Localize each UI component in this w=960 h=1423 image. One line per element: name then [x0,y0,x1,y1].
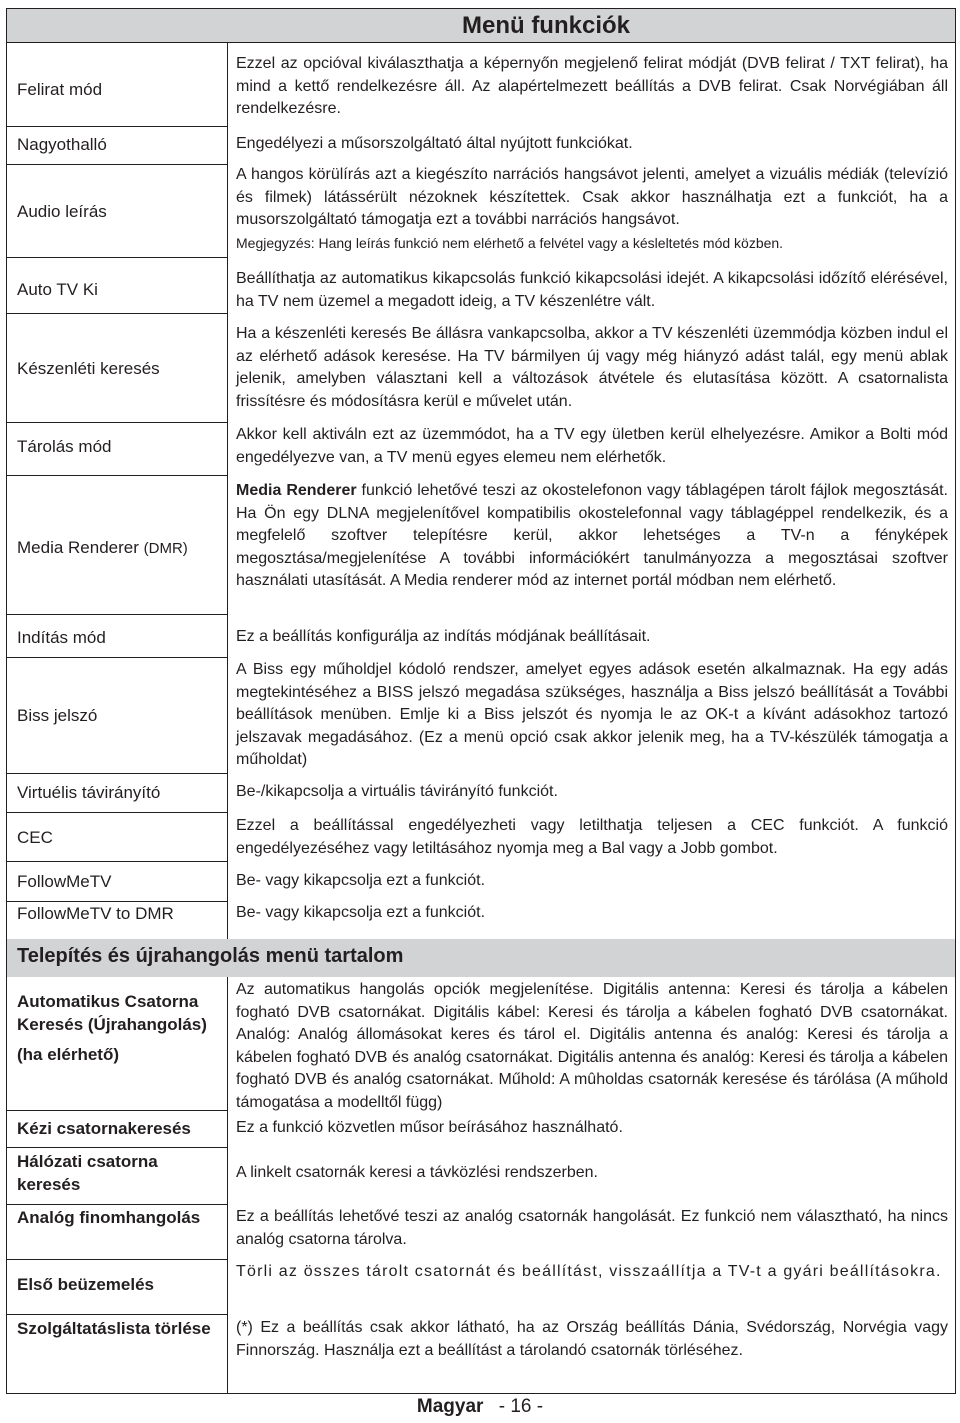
row-label-followmetv-to-dmr: FollowMeTV to DMR [17,904,174,923]
row-label-followmetv: FollowMeTV [17,872,112,891]
row-desc-auto-tv-ki: Beállíthatja az automatikus kikapcsolás funkció kikapcsolási idejét. A kikapcsolási időzítő elérésével, ha TV nem üzemel a megadott ideig, a TV készenlétre vált. [236,270,948,310]
row-label-virtualis-taviranyito: Virtuélis távirányító [17,783,161,802]
row-desc-kezi-csatornakereses: Ez a funkció közvetlen műsor beírásához használható. [236,1119,623,1136]
row-label-elso-beuzemeles: Első beüzemelés [17,1275,155,1294]
section-header-installation [7,939,955,977]
page-title: Menü funkciók [461,12,630,39]
row-divider [7,1314,227,1315]
row-desc-halozati-csatorna-kereses: A linkelt csatornák keresi a távközlési rendszerben. [236,1164,598,1181]
row-desc-szolgaltataslista-torlese: (*) Ez a beállítás csak akkor látható, ha az Ország beállítás Dánia, Svédország, Norvégia vagy Finnország. Használja ezt a beállítást a tárolandó csatornák törléséhez. [236,1319,948,1359]
menu-functions-table [6,8,956,1394]
row-label-inditas-mod: Indítás mód [17,628,106,647]
row-divider [7,812,227,813]
column-divider [227,43,228,939]
row-label-felirat-mod: Felirat mód [17,80,103,99]
row-desc-felirat-mod: Ezzel az opcióval kiválaszthatja a képernyőn megjelenő felirat módját (DVB felirat / TXT felirat), ha mind a kettő rendelkezésre áll. Az alapértelmezett beállítás a DVB felirat. Csak Norvégiában áll rendelkezésre. [236,55,948,117]
footer-language: Magyar [416,1396,484,1417]
row-label-kezi-csatornakereses: Kézi csatornakeresés [17,1119,191,1138]
row-desc-analog-finomhangolas: Ez a beállítás lehetővé teszi az analóg csatornák hangolását. Ez funkció nem választható, ha nincs analóg csatorna tárolva. [236,1208,948,1248]
row-divider [7,1259,227,1260]
row-desc-nagyothallo: Engedélyezi a műsorszolgáltató által nyújtott funkciókat. [236,135,633,152]
row-desc-biss-jelszo: A Biss egy műholdjel kódoló rendszer, amelyet egyes adások esetén alkalmaznak. Ha egy adás megtekintéséhez a BISS jelszó megadása szükséges, használja a Biss jelszó beállítását a További beállítások menüben. Emlje ki a Biss jelszót és nyomja le az OK-t a kívánt adásokhoz tartozó jelszavak megadásához. (Ez a menü opció csak akkor jelenik meg, ha a TV-készülék támogatja a műholdat) [236,661,948,768]
row-desc-automatikus-kereses: Az automatikus hangolás opciók megjelenítése. Digitális antenna: Keresi és tárolja a kábelen fogható DVB csatornákat. Digitális kábel: Keresi és tárolja a kábelen fogható DVB csatornákat. Analóg: Analóg állomásokat keres és tárol el. Digitális antenna és analóg: Keresi és tárolja a kábelen fogható DVB és analóg csatornákat. Digitális antenna és analóg: Keresi és tárolja a kábelen fogható DVB és analóg csatornákat. Műhold: A mûholdas csatornák keresése és tárólása (A műhold támogatása a modelltől függ) [236,981,948,1111]
row-label-keszenleti-kereses: Készenléti keresés [17,359,160,378]
row-desc-inditas-mod: Ez a beállítás konfigurálja az indítás módjának beállításait. [236,628,651,645]
audio-leiras-note: Megjegyzés: Hang leírás funkció nem elérhető a felvétel vagy a késleltetés mód közben. [236,234,784,251]
row-label-auto-tv-ki: Auto TV Ki [17,280,98,299]
table-header [7,9,955,43]
row-desc-audio-leiras [236,164,948,254]
row-divider [7,1110,227,1111]
row-desc-followmetv: Be- vagy kikapcsolja ezt a funkciót. [236,872,486,889]
row-desc-media-renderer [236,480,948,593]
row-divider [7,614,227,615]
row-desc-elso-beuzemeles: Törli az összes tárolt csatornát és beállítást, visszaállítja a TV-t a gyári beállításokra. [236,1263,942,1280]
row-label-audio-leiras: Audio leírás [17,202,107,221]
page-footer [0,1396,960,1418]
row-divider [7,126,227,127]
row-label-cec: CEC [17,828,53,847]
row-divider [7,861,227,862]
row-desc-virtualis-taviranyito: Be-/kikapcsolja a virtuális távirányító funkciót. [236,783,558,800]
footer-page-number: - 16 - [498,1396,544,1417]
row-divider [7,257,227,258]
media-renderer-text: funkció lehetővé teszi az okostelefonon vagy táblagépen tárolt fájlok megosztását. Ha Ön egy DLNA megjelenítővel kompatibilis okostelefonnal vagy táblagéppel rendelkezik, és a megfelelő szoftver telepítésre kerül, akkor lehetséges a TV-n a fényképek megosztása/megjelenítése A további információkért tanulmányozza a megosztásai szoftver használati utasítását. A Media renderer mód az internet portál módban nem elérhető. [236,482,948,589]
row-divider [7,313,227,314]
row-label-media-renderer [17,536,222,560]
row-desc-followmetv-to-dmr: Be- vagy kikapcsolja ezt a funkciót. [236,904,486,921]
row-divider [7,773,227,774]
media-renderer-label: Media Renderer [17,538,139,557]
column-divider [227,977,228,1394]
row-desc-tarolas-mod: Akkor kell aktiváln ezt az üzemmódot, ha a TV egy ületben kerül elhelyezésre. Amikor a Bolti mód engedélyezve van, a TV menü egyes elemeu nem elérhetők. [236,426,948,466]
row-divider [7,422,227,423]
media-renderer-label-dmr: (DMR) [143,540,188,557]
row-label-automatikus-kereses [17,990,222,1066]
audio-leiras-text: A hangos körülírás azt a kiegészíto narrációs hangsávot jelenti, amelyet a vizuális médiák (televízió és filmek) látássérült nézoknek készítettek. Csak akkor használhatja ezt a funkciót, ha a musorszolgáltató támogatja ezt a további narrációs hangsávot. [236,166,948,228]
row-divider [7,164,227,165]
row-desc-keszenleti-kereses: Ha a készenléti keresés Be állásra vankapcsolba, akkor a TV készenléti üzemmódja közben indul el az elérhető adások keresése. Ha TV bármilyen új vagy még hiányzó adást talál, egy menü ablak jelenik, amelyben választani kell a változások átvétele és elutasítása között. A csatornalista frissítésre és módosításra kerül e művelet után. [236,325,948,410]
row-divider [7,657,227,658]
row-divider [7,1147,227,1148]
automatikus-kereses-label-note: (ha elérhető) [17,1045,120,1064]
media-renderer-bold: Media Renderer [236,482,357,499]
row-label-nagyothallo: Nagyothalló [17,135,107,154]
row-label-biss-jelszo: Biss jelszó [17,706,98,725]
row-label-szolgaltataslista-torlese: Szolgáltatáslista törlése [17,1319,211,1338]
automatikus-kereses-label: Automatikus Csatorna Keresés (Újrahangolás) [17,992,207,1034]
row-label-halozati-csatorna-kereses: Hálózati csatorna keresés [17,1152,158,1194]
row-desc-cec: Ezzel a beállítással engedélyezheti vagy letilthatja teljesen a CEC funkciót. A funkció engedélyezéséhez vagy letiltásához nyomja meg a Bal vagy a Jobb gombot. [236,817,948,857]
row-divider [7,475,227,476]
section-title: Telepítés és újrahangolás menü tartalom [17,945,404,967]
row-label-tarolas-mod: Tárolás mód [17,437,112,456]
row-divider [7,1204,227,1205]
row-label-analog-finomhangolas: Analóg finomhangolás [17,1208,201,1227]
